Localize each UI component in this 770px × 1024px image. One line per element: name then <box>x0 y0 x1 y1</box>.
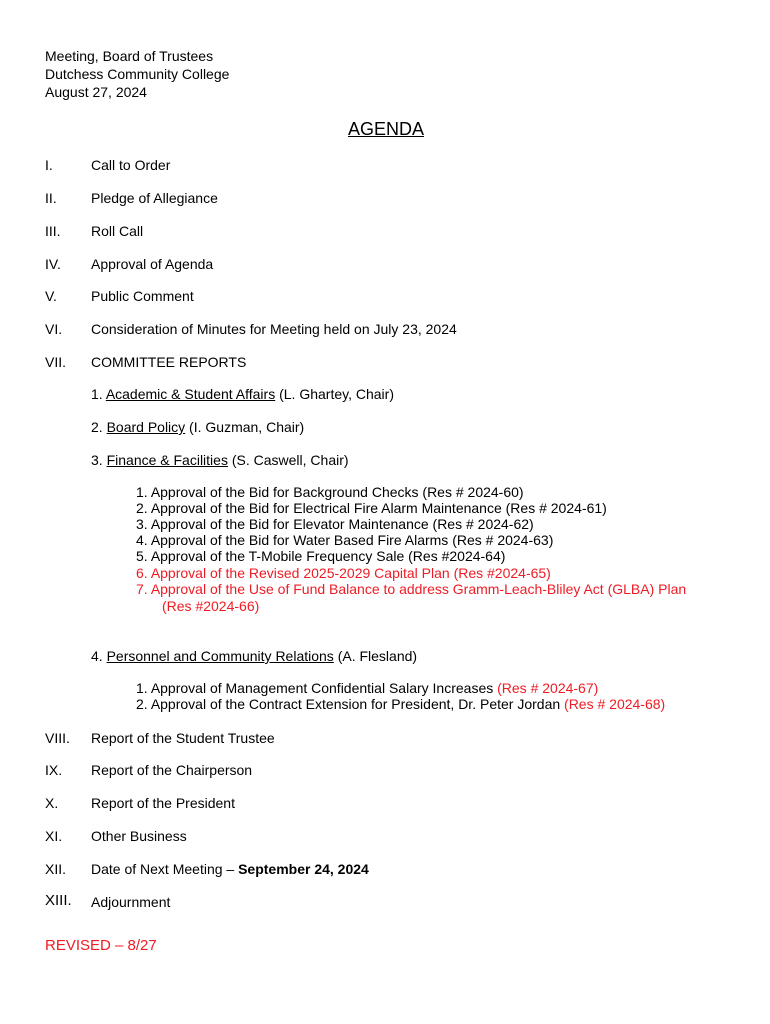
item-number: XI. <box>45 828 63 844</box>
committee-number: 2. <box>91 419 103 435</box>
committee-number: 3. <box>91 452 103 468</box>
item-approval-agenda: Approval of Agenda <box>91 256 214 272</box>
item-pledge: Pledge of Allegiance <box>91 190 218 206</box>
sub-item-text: Approval of Management Confidential Salary Increases <box>150 680 498 696</box>
committee-item <box>91 418 304 436</box>
item-public-comment: Public Comment <box>91 288 194 304</box>
res-number-revised: (Res # 2024-67) <box>497 680 599 696</box>
item-number: III. <box>45 223 61 239</box>
committee-chair: (L. Ghartey, Chair) <box>275 386 394 402</box>
committee-name: Academic & Student Affairs <box>105 386 276 402</box>
sub-item-text: Approval of the Bid for Background Checks (Res # 2024-60) <box>150 484 524 500</box>
sub-item-revised <box>136 581 686 597</box>
item-chairperson: Report of the Chairperson <box>91 762 253 778</box>
next-meeting-date: September 24, 2024 <box>238 861 369 877</box>
item-minutes: Consideration of Minutes for Meeting held on July 23, 2024 <box>91 321 457 337</box>
revised-note: REVISED – 8/27 <box>45 937 157 954</box>
sub-item <box>136 680 598 696</box>
committee-item <box>91 647 417 665</box>
committee-number: 4. <box>91 648 103 664</box>
item-roll-call: Roll Call <box>91 223 144 239</box>
sub-item-number: 6. <box>136 565 148 581</box>
sub-item-number: 2. <box>136 696 148 712</box>
committee-chair: (A. Flesland) <box>333 648 418 664</box>
meeting-title: Meeting, Board of Trustees <box>45 48 214 64</box>
page-title: AGENDA <box>348 119 425 139</box>
sub-item <box>136 696 665 712</box>
committee-item <box>91 385 394 403</box>
item-committee-reports: COMMITTEE REPORTS <box>91 354 247 370</box>
committee-chair: (S. Caswell, Chair) <box>227 452 349 468</box>
committee-name: Board Policy <box>106 419 186 435</box>
sub-item-text: Approval of the Bid for Elevator Maintenance (Res # 2024-62) <box>150 516 534 532</box>
res-number-revised: (Res # 2024-68) <box>564 696 666 712</box>
sub-item-number: 3. <box>136 516 148 532</box>
next-meeting-label: Date of Next Meeting – <box>91 861 239 877</box>
item-number: VII. <box>45 354 67 370</box>
item-next-meeting <box>91 860 369 878</box>
sub-item <box>136 500 607 516</box>
item-number: XII. <box>45 861 67 877</box>
sub-item <box>136 532 553 548</box>
item-number: II. <box>45 190 57 206</box>
sub-item-revised <box>136 565 551 581</box>
sub-item <box>136 516 534 532</box>
sub-item-text: Approval of the Bid for Water Based Fire Alarms (Res # 2024-63) <box>150 532 554 548</box>
item-number: VIII. <box>45 730 70 746</box>
sub-item-number: 2. <box>136 500 148 516</box>
sub-item-text: Approval of the Bid for Electrical Fire Alarm Maintenance (Res # 2024-61) <box>150 500 607 516</box>
item-other-business: Other Business <box>91 828 187 844</box>
sub-item-text: Approval of the Use of Fund Balance to address Gramm-Leach-Bliley Act (GLBA) Plan <box>150 581 687 597</box>
item-call-to-order: Call to Order <box>91 157 171 173</box>
item-number: IX. <box>45 762 63 778</box>
item-president: Report of the President <box>91 795 235 811</box>
sub-item-number: 1. <box>136 484 148 500</box>
sub-item <box>136 548 505 564</box>
committee-item <box>91 451 349 469</box>
sub-item-number: 1. <box>136 680 148 696</box>
meeting-date: August 27, 2024 <box>45 84 147 100</box>
item-number: X. <box>45 795 59 811</box>
sub-item-number: 7. <box>136 581 148 597</box>
item-student-trustee: Report of the Student Trustee <box>91 730 275 746</box>
committee-name: Personnel and Community Relations <box>106 648 334 664</box>
item-number: V. <box>45 288 57 304</box>
sub-item <box>136 484 524 500</box>
sub-item-text: Approval of the Revised 2025-2029 Capital Plan (Res #2024-65) <box>150 565 551 581</box>
item-number: VI. <box>45 321 63 337</box>
item-number: IV. <box>45 256 61 272</box>
sub-item-number: 4. <box>136 532 148 548</box>
item-adjournment: Adjournment <box>91 894 171 910</box>
college-name: Dutchess Community College <box>45 66 230 82</box>
item-number: I. <box>45 157 53 173</box>
sub-item-text-continuation: (Res #2024-66) <box>162 598 260 614</box>
sub-item-text: Approval of the T-Mobile Frequency Sale (Res #2024-64) <box>150 548 506 564</box>
committee-chair: (I. Guzman, Chair) <box>185 419 305 435</box>
item-number: XIII. <box>45 892 72 909</box>
sub-item-text: Approval of the Contract Extension for President, Dr. Peter Jordan <box>150 696 565 712</box>
committee-name: Finance & Facilities <box>106 452 228 468</box>
sub-item-number: 5. <box>136 548 148 564</box>
committee-number: 1. <box>91 386 103 402</box>
